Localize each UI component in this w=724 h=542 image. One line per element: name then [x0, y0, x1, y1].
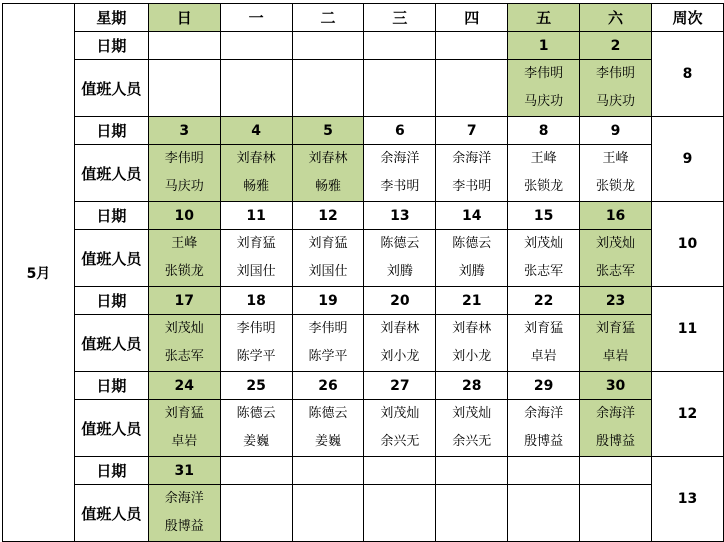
- staff-name: 陈德云: [452, 236, 492, 251]
- staff-name: 殷博益: [164, 519, 204, 534]
- staff-cell: [220, 485, 292, 542]
- staff-name: 张志军: [164, 349, 204, 364]
- date-cell: 30: [580, 372, 652, 400]
- staff-name: 王峰: [171, 236, 198, 251]
- staff-cell: [364, 315, 436, 372]
- staff-cell: [580, 60, 652, 117]
- staff-cell: [292, 230, 364, 287]
- date-cell: 9: [580, 117, 652, 145]
- staff-row: [3, 485, 724, 542]
- date-cell: [292, 457, 364, 485]
- staff-cell: [292, 485, 364, 542]
- date-cell: 13: [364, 202, 436, 230]
- staff-name: 陈德云: [308, 406, 348, 421]
- staff-name: 刘腾: [386, 264, 413, 279]
- staff-name: 张锁龙: [596, 179, 636, 194]
- staff-name: 王峰: [602, 151, 629, 166]
- staff-cell: [436, 230, 508, 287]
- date-row-label: 日期: [74, 32, 148, 60]
- staff-name: 余海洋: [164, 491, 204, 506]
- staff-cell: [508, 230, 580, 287]
- staff-cell: [580, 315, 652, 372]
- staff-name: 姜巍: [243, 434, 270, 449]
- date-cell: [292, 32, 364, 60]
- date-row: [3, 372, 724, 400]
- weekday-thu: 四: [436, 4, 508, 32]
- staff-name: 刘春林: [380, 321, 420, 336]
- staff-name: 陈德云: [380, 236, 420, 251]
- staff-name: 余海洋: [452, 151, 492, 166]
- date-cell: 23: [580, 287, 652, 315]
- date-row-label: 日期: [74, 117, 148, 145]
- staff-name: 陈学平: [236, 349, 276, 364]
- week-number: 10: [652, 202, 724, 287]
- staff-name: 刘茂灿: [596, 236, 636, 251]
- month-label: 5月: [3, 4, 75, 542]
- staff-cell: [508, 485, 580, 542]
- date-cell: 16: [580, 202, 652, 230]
- staff-cell: [436, 145, 508, 202]
- staff-name: 张锁龙: [164, 264, 204, 279]
- date-cell: [580, 457, 652, 485]
- staff-name: 刘国仕: [236, 264, 276, 279]
- staff-cell: [508, 400, 580, 457]
- date-cell: 4: [220, 117, 292, 145]
- staff-row-label: 值班人员: [74, 400, 148, 457]
- staff-cell: [508, 60, 580, 117]
- date-cell: 14: [436, 202, 508, 230]
- staff-cell: [292, 400, 364, 457]
- staff-cell: [436, 60, 508, 117]
- staff-cell: [148, 60, 220, 117]
- date-cell: 6: [364, 117, 436, 145]
- date-cell: 11: [220, 202, 292, 230]
- staff-name: 刘小龙: [452, 349, 492, 364]
- staff-name: 陈学平: [308, 349, 348, 364]
- staff-name: 李伟明: [236, 321, 276, 336]
- staff-cell: [580, 400, 652, 457]
- staff-name: 卓岩: [530, 349, 557, 364]
- staff-name: 卓岩: [602, 349, 629, 364]
- staff-name: 李伟明: [524, 66, 564, 81]
- week-number-header: 周次: [652, 4, 724, 32]
- staff-cell: [580, 230, 652, 287]
- staff-cell: [220, 230, 292, 287]
- weekday-tue: 二: [292, 4, 364, 32]
- date-cell: [148, 32, 220, 60]
- staff-cell: [148, 315, 220, 372]
- staff-cell: [364, 60, 436, 117]
- date-cell: 20: [364, 287, 436, 315]
- staff-name: 刘春林: [452, 321, 492, 336]
- staff-name: 马庆功: [596, 94, 636, 109]
- date-cell: 29: [508, 372, 580, 400]
- date-cell: 1: [508, 32, 580, 60]
- date-cell: 5: [292, 117, 364, 145]
- staff-name: 刘茂灿: [452, 406, 492, 421]
- staff-cell: [364, 230, 436, 287]
- staff-name: 马庆功: [164, 179, 204, 194]
- staff-name: 卓岩: [171, 434, 198, 449]
- weekday-fri: 五: [508, 4, 580, 32]
- staff-row: [3, 230, 724, 287]
- staff-name: 李伟明: [164, 151, 204, 166]
- staff-name: 张锁龙: [524, 179, 564, 194]
- weekday-mon: 一: [220, 4, 292, 32]
- date-row-label: 日期: [74, 202, 148, 230]
- staff-name: 余海洋: [524, 406, 564, 421]
- duty-schedule-table: [2, 3, 724, 542]
- date-cell: 25: [220, 372, 292, 400]
- staff-cell: [364, 400, 436, 457]
- schedule-body: [3, 4, 724, 542]
- week-number: 13: [652, 457, 724, 542]
- staff-name: 刘育猛: [164, 406, 204, 421]
- staff-name: 余海洋: [596, 406, 636, 421]
- staff-name: 李书明: [452, 179, 492, 194]
- staff-row: [3, 60, 724, 117]
- date-cell: 3: [148, 117, 220, 145]
- staff-cell: [148, 485, 220, 542]
- weekday-sat: 六: [580, 4, 652, 32]
- staff-name: 刘国仕: [308, 264, 348, 279]
- staff-name: 刘育猛: [308, 236, 348, 251]
- staff-name: 李伟明: [596, 66, 636, 81]
- staff-cell: [220, 145, 292, 202]
- date-cell: [220, 457, 292, 485]
- staff-name: 刘春林: [308, 151, 348, 166]
- week-number: 12: [652, 372, 724, 457]
- staff-name: 刘茂灿: [524, 236, 564, 251]
- date-cell: 21: [436, 287, 508, 315]
- staff-name: 余兴无: [380, 434, 420, 449]
- date-row-label: 日期: [74, 372, 148, 400]
- staff-name: 畅雅: [314, 179, 341, 194]
- staff-row-label: 值班人员: [74, 145, 148, 202]
- staff-name: 张志军: [524, 264, 564, 279]
- staff-name: 余海洋: [380, 151, 420, 166]
- staff-name: 李伟明: [308, 321, 348, 336]
- staff-cell: [220, 60, 292, 117]
- staff-cell: [580, 145, 652, 202]
- staff-cell: [436, 400, 508, 457]
- date-cell: [364, 32, 436, 60]
- date-cell: [508, 457, 580, 485]
- weekday-wed: 三: [364, 4, 436, 32]
- date-row: [3, 117, 724, 145]
- date-cell: 24: [148, 372, 220, 400]
- staff-name: 刘茂灿: [380, 406, 420, 421]
- staff-cell: [364, 145, 436, 202]
- date-cell: 28: [436, 372, 508, 400]
- staff-name: 畅雅: [243, 179, 270, 194]
- date-row-label: 日期: [74, 457, 148, 485]
- date-row: [3, 287, 724, 315]
- staff-cell: [508, 315, 580, 372]
- staff-cell: [148, 400, 220, 457]
- date-row: [3, 32, 724, 60]
- staff-cell: [292, 315, 364, 372]
- staff-cell: [220, 315, 292, 372]
- staff-name: 刘育猛: [596, 321, 636, 336]
- date-cell: [364, 457, 436, 485]
- staff-cell: [436, 485, 508, 542]
- staff-name: 马庆功: [524, 94, 564, 109]
- staff-name: 刘育猛: [524, 321, 564, 336]
- date-cell: 10: [148, 202, 220, 230]
- staff-cell: [220, 400, 292, 457]
- date-cell: 19: [292, 287, 364, 315]
- staff-cell: [580, 485, 652, 542]
- staff-cell: [292, 60, 364, 117]
- date-cell: 15: [508, 202, 580, 230]
- staff-name: 陈德云: [236, 406, 276, 421]
- week-number: 11: [652, 287, 724, 372]
- staff-name: 刘小龙: [380, 349, 420, 364]
- staff-cell: [508, 145, 580, 202]
- week-number: 9: [652, 117, 724, 202]
- staff-name: 刘腾: [458, 264, 485, 279]
- staff-row-label: 值班人员: [74, 230, 148, 287]
- staff-cell: [148, 230, 220, 287]
- staff-name: 王峰: [530, 151, 557, 166]
- staff-name: 姜巍: [314, 434, 341, 449]
- date-cell: 18: [220, 287, 292, 315]
- date-cell: [436, 32, 508, 60]
- weekday-sun: 日: [148, 4, 220, 32]
- date-row-label: 日期: [74, 287, 148, 315]
- date-cell: 2: [580, 32, 652, 60]
- date-cell: [220, 32, 292, 60]
- date-cell: 27: [364, 372, 436, 400]
- staff-cell: [148, 145, 220, 202]
- staff-name: 刘育猛: [236, 236, 276, 251]
- weekday-label: 星期: [74, 4, 148, 32]
- date-cell: 8: [508, 117, 580, 145]
- staff-cell: [364, 485, 436, 542]
- staff-cell: [292, 145, 364, 202]
- staff-name: 刘茂灿: [164, 321, 204, 336]
- staff-name: 李书明: [380, 179, 420, 194]
- date-row: [3, 457, 724, 485]
- staff-row: [3, 315, 724, 372]
- week-number: 8: [652, 32, 724, 117]
- date-cell: [436, 457, 508, 485]
- date-cell: 17: [148, 287, 220, 315]
- staff-name: 刘春林: [236, 151, 276, 166]
- staff-row: [3, 400, 724, 457]
- date-cell: 31: [148, 457, 220, 485]
- staff-row-label: 值班人员: [74, 60, 148, 117]
- staff-name: 张志军: [596, 264, 636, 279]
- staff-name: 殷博益: [524, 434, 564, 449]
- staff-cell: [436, 315, 508, 372]
- date-cell: 22: [508, 287, 580, 315]
- staff-row-label: 值班人员: [74, 485, 148, 542]
- staff-name: 余兴无: [452, 434, 492, 449]
- date-cell: 7: [436, 117, 508, 145]
- date-cell: 12: [292, 202, 364, 230]
- date-row: [3, 202, 724, 230]
- header-row: [3, 4, 724, 32]
- staff-name: 殷博益: [596, 434, 636, 449]
- date-cell: 26: [292, 372, 364, 400]
- staff-row-label: 值班人员: [74, 315, 148, 372]
- staff-row: [3, 145, 724, 202]
